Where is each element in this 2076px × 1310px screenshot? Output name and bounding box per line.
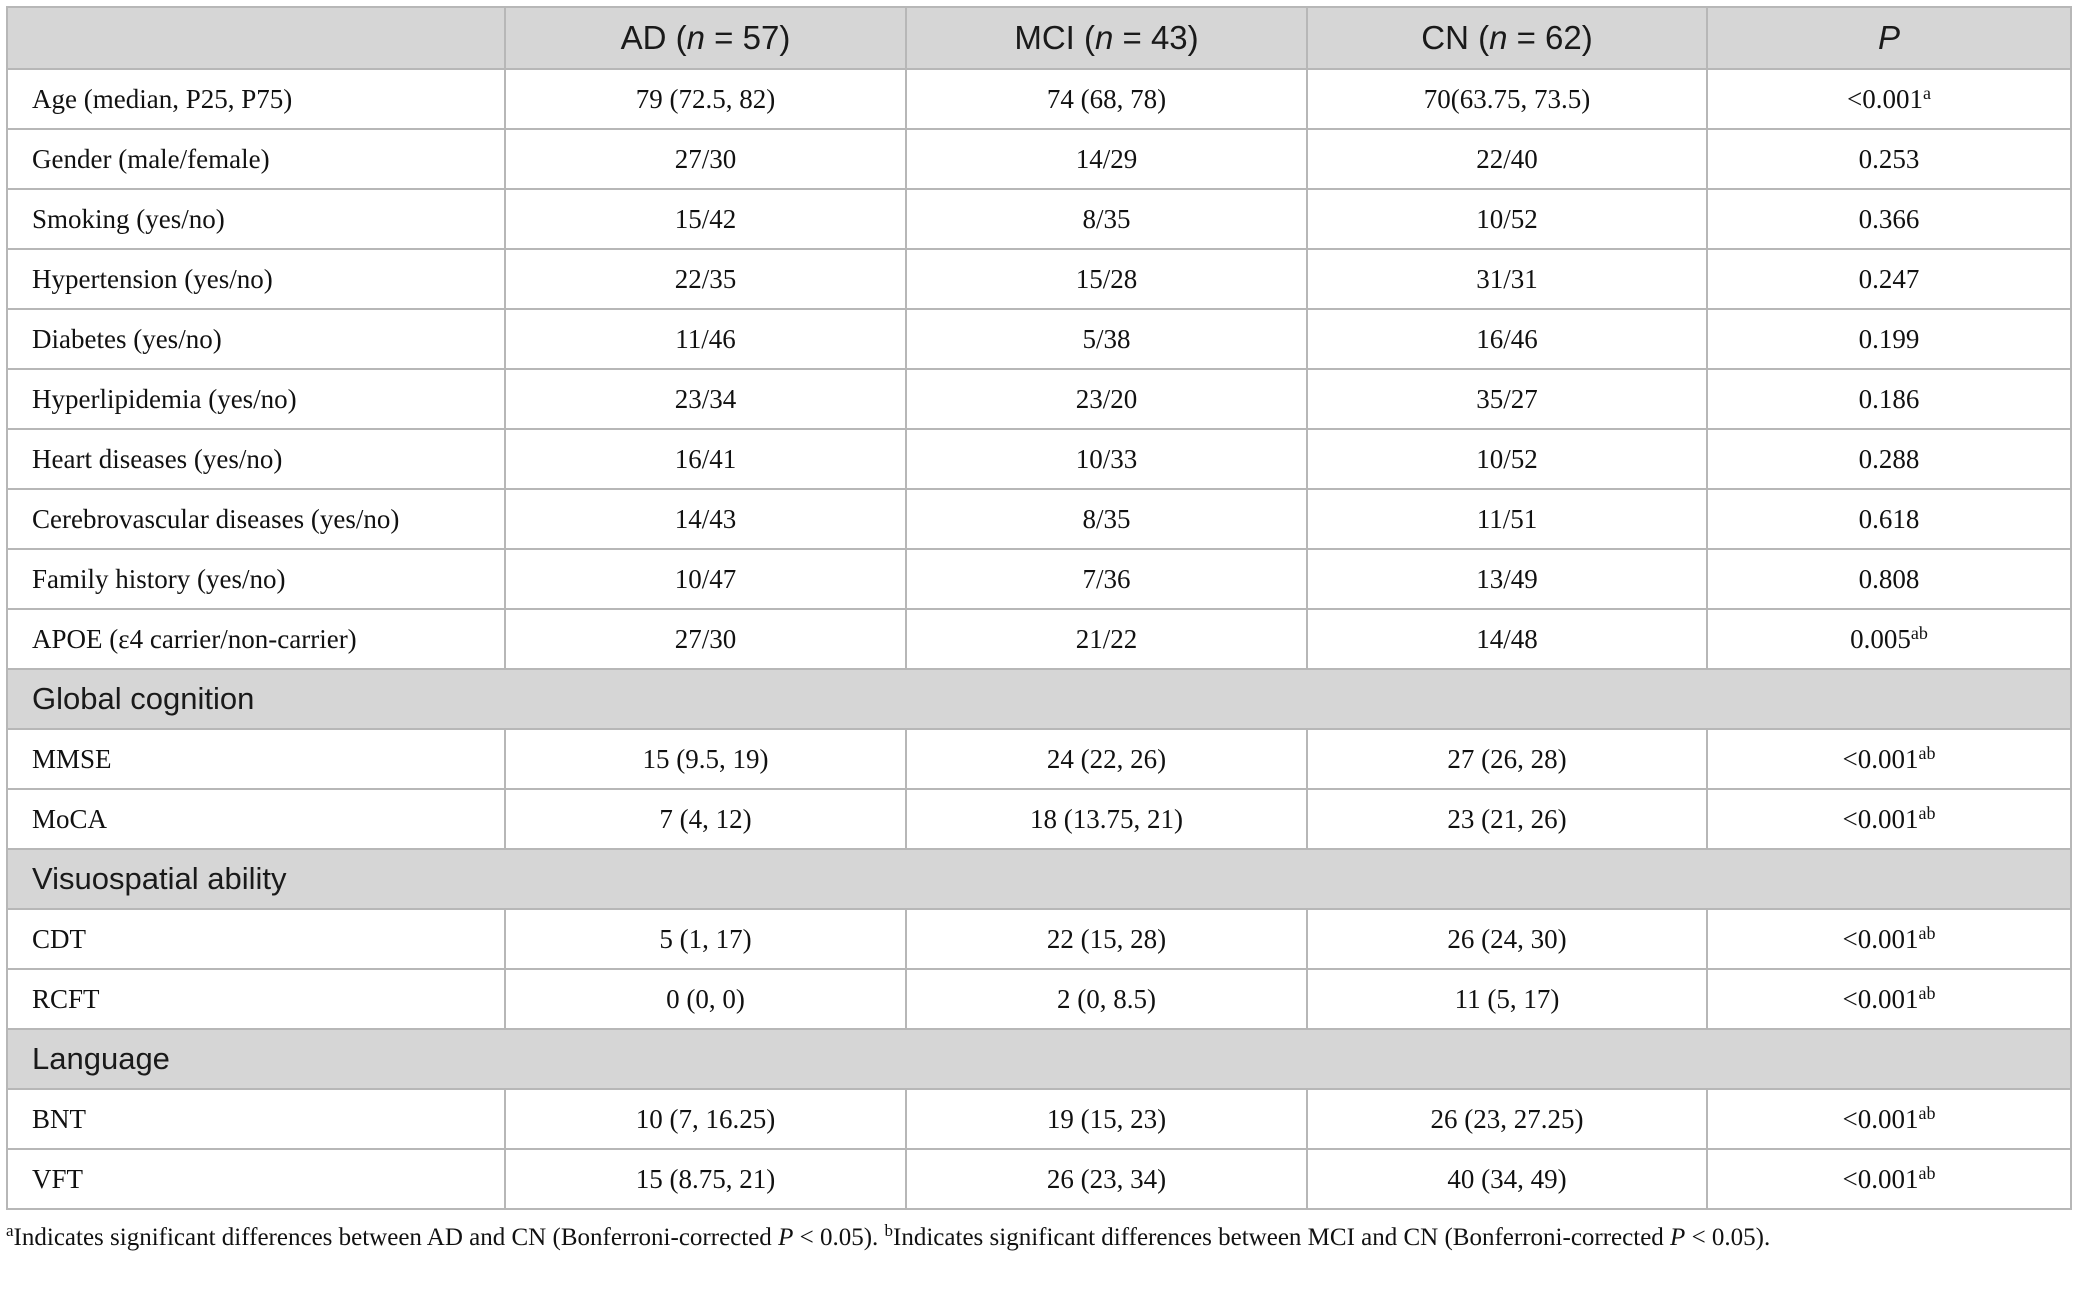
cell-ad: 15 (9.5, 19)	[505, 729, 906, 789]
p-superscript: a	[1922, 82, 1931, 103]
cell-mci: 26 (23, 34)	[906, 1149, 1307, 1209]
footnote-a-text-1: Indicates significant differences between AD and CN (Bonferroni-corrected	[13, 1224, 779, 1251]
header-cn: CN (n = 62)	[1307, 7, 1707, 69]
footnote-b-mark: b	[884, 1221, 894, 1240]
table-row	[7, 789, 2071, 849]
row-label: Heart diseases (yes/no)	[7, 429, 505, 489]
table-row	[7, 609, 2071, 669]
cell-ad: 5 (1, 17)	[505, 909, 906, 969]
table-row	[7, 1089, 2071, 1149]
p-value: <0.001	[1847, 83, 1923, 114]
cell-mci: 24 (22, 26)	[906, 729, 1307, 789]
cell-cn: 10/52	[1307, 429, 1707, 489]
cell-mci: 15/28	[906, 249, 1307, 309]
cell-ad: 16/41	[505, 429, 906, 489]
cell-mci: 2 (0, 8.5)	[906, 969, 1307, 1029]
table-body	[7, 69, 2071, 1209]
cell-p	[1707, 309, 2071, 369]
table-row	[7, 309, 2071, 369]
cell-p	[1707, 609, 2071, 669]
p-superscript: ab	[1918, 742, 1936, 763]
cell-cn: 22/40	[1307, 129, 1707, 189]
cell-p	[1707, 369, 2071, 429]
cell-ad: 15 (8.75, 21)	[505, 1149, 906, 1209]
p-value: <0.001	[1842, 923, 1919, 954]
cell-mci: 7/36	[906, 549, 1307, 609]
p-value: 0.005	[1850, 623, 1911, 654]
header-mci: MCI (n = 43)	[906, 7, 1307, 69]
section-title: Global cognition	[7, 669, 2071, 729]
row-label: APOE (ε4 carrier/non-carrier)	[7, 609, 505, 669]
p-value: <0.001	[1842, 983, 1919, 1014]
cell-mci: 10/33	[906, 429, 1307, 489]
p-value: 0.618	[1858, 503, 1920, 534]
row-label: CDT	[7, 909, 505, 969]
table-page	[6, 6, 2070, 1252]
cell-p	[1707, 189, 2071, 249]
p-value: <0.001	[1842, 743, 1919, 774]
cell-p	[1707, 969, 2071, 1029]
cell-mci: 18 (13.75, 21)	[906, 789, 1307, 849]
footnote-b-text-2: < 0.05).	[1685, 1224, 1771, 1251]
cell-p	[1707, 549, 2071, 609]
cell-mci: 14/29	[906, 129, 1307, 189]
cell-cn: 10/52	[1307, 189, 1707, 249]
cell-p	[1707, 69, 2071, 129]
cell-cn: 14/48	[1307, 609, 1707, 669]
demographics-table	[6, 6, 2072, 1210]
p-value: 0.199	[1858, 323, 1920, 354]
row-label: Diabetes (yes/no)	[7, 309, 505, 369]
footnote-a-mark: a	[6, 1221, 14, 1240]
p-value: 0.186	[1858, 383, 1920, 414]
cell-cn: 13/49	[1307, 549, 1707, 609]
section-row	[7, 849, 2071, 909]
cell-cn: 11/51	[1307, 489, 1707, 549]
table-row	[7, 489, 2071, 549]
table-row	[7, 249, 2071, 309]
cell-p	[1707, 1149, 2071, 1209]
p-value: 0.808	[1858, 563, 1920, 594]
row-label: Cerebrovascular diseases (yes/no)	[7, 489, 505, 549]
cell-p	[1707, 429, 2071, 489]
p-superscript: ab	[1918, 802, 1936, 823]
p-value: 0.253	[1858, 143, 1920, 174]
cell-cn: 40 (34, 49)	[1307, 1149, 1707, 1209]
cell-mci: 74 (68, 78)	[906, 69, 1307, 129]
row-label: BNT	[7, 1089, 505, 1149]
row-label: MoCA	[7, 789, 505, 849]
cell-ad: 22/35	[505, 249, 906, 309]
cell-p	[1707, 789, 2071, 849]
table-row	[7, 909, 2071, 969]
cell-p	[1707, 129, 2071, 189]
header-ad: AD (n = 57)	[505, 7, 906, 69]
table-row	[7, 1149, 2071, 1209]
p-value: 0.288	[1858, 443, 1920, 474]
cell-ad: 10 (7, 16.25)	[505, 1089, 906, 1149]
cell-cn: 26 (24, 30)	[1307, 909, 1707, 969]
row-label: MMSE	[7, 729, 505, 789]
cell-cn: 26 (23, 27.25)	[1307, 1089, 1707, 1149]
cell-p	[1707, 489, 2071, 549]
cell-ad: 23/34	[505, 369, 906, 429]
cell-p	[1707, 729, 2071, 789]
section-title: Language	[7, 1029, 2071, 1089]
row-label: Age (median, P25, P75)	[7, 69, 505, 129]
p-value: <0.001	[1842, 1163, 1919, 1194]
footnote-a-text-2: < 0.05).	[793, 1224, 885, 1251]
header-p: P	[1707, 7, 2071, 69]
row-label: Gender (male/female)	[7, 129, 505, 189]
cell-ad: 7 (4, 12)	[505, 789, 906, 849]
table-row	[7, 429, 2071, 489]
table-row	[7, 969, 2071, 1029]
cell-mci: 19 (15, 23)	[906, 1089, 1307, 1149]
cell-mci: 22 (15, 28)	[906, 909, 1307, 969]
cell-mci: 21/22	[906, 609, 1307, 669]
row-label: Family history (yes/no)	[7, 549, 505, 609]
p-value: 0.366	[1858, 203, 1920, 234]
p-value: 0.247	[1858, 263, 1920, 294]
cell-mci: 8/35	[906, 189, 1307, 249]
cell-ad: 79 (72.5, 82)	[505, 69, 906, 129]
cell-cn: 70(63.75, 73.5)	[1307, 69, 1707, 129]
p-superscript: ab	[1918, 1162, 1936, 1183]
cell-cn: 23 (21, 26)	[1307, 789, 1707, 849]
row-label: Hyperlipidemia (yes/no)	[7, 369, 505, 429]
table-row	[7, 129, 2071, 189]
cell-ad: 0 (0, 0)	[505, 969, 906, 1029]
footnote-b-italic: P	[1670, 1224, 1686, 1251]
header-row	[7, 7, 2071, 69]
footnote-a-italic: P	[778, 1224, 794, 1251]
row-label: Hypertension (yes/no)	[7, 249, 505, 309]
table-row	[7, 549, 2071, 609]
section-title: Visuospatial ability	[7, 849, 2071, 909]
table-footnote	[6, 1221, 2070, 1252]
table-row	[7, 189, 2071, 249]
cell-ad: 15/42	[505, 189, 906, 249]
p-value: <0.001	[1842, 803, 1919, 834]
p-superscript: ab	[1918, 1102, 1936, 1123]
cell-ad: 11/46	[505, 309, 906, 369]
cell-p	[1707, 909, 2071, 969]
cell-cn: 35/27	[1307, 369, 1707, 429]
header-variable	[7, 7, 505, 69]
cell-ad: 10/47	[505, 549, 906, 609]
cell-cn: 27 (26, 28)	[1307, 729, 1707, 789]
p-superscript: ab	[1918, 982, 1936, 1003]
section-row	[7, 1029, 2071, 1089]
table-row	[7, 729, 2071, 789]
section-row	[7, 669, 2071, 729]
footnote-b-text-1: Indicates significant differences between MCI and CN (Bonferroni-corrected	[893, 1224, 1671, 1251]
cell-mci: 5/38	[906, 309, 1307, 369]
cell-cn: 16/46	[1307, 309, 1707, 369]
p-value: <0.001	[1842, 1103, 1919, 1134]
cell-p	[1707, 249, 2071, 309]
table-header	[7, 7, 2071, 69]
row-label: RCFT	[7, 969, 505, 1029]
p-superscript: ab	[1910, 622, 1928, 643]
row-label: VFT	[7, 1149, 505, 1209]
cell-mci: 8/35	[906, 489, 1307, 549]
cell-cn: 31/31	[1307, 249, 1707, 309]
table-row	[7, 369, 2071, 429]
p-superscript: ab	[1918, 922, 1936, 943]
cell-ad: 14/43	[505, 489, 906, 549]
row-label: Smoking (yes/no)	[7, 189, 505, 249]
cell-mci: 23/20	[906, 369, 1307, 429]
cell-ad: 27/30	[505, 609, 906, 669]
table-row	[7, 69, 2071, 129]
cell-p	[1707, 1089, 2071, 1149]
cell-cn: 11 (5, 17)	[1307, 969, 1707, 1029]
cell-ad: 27/30	[505, 129, 906, 189]
